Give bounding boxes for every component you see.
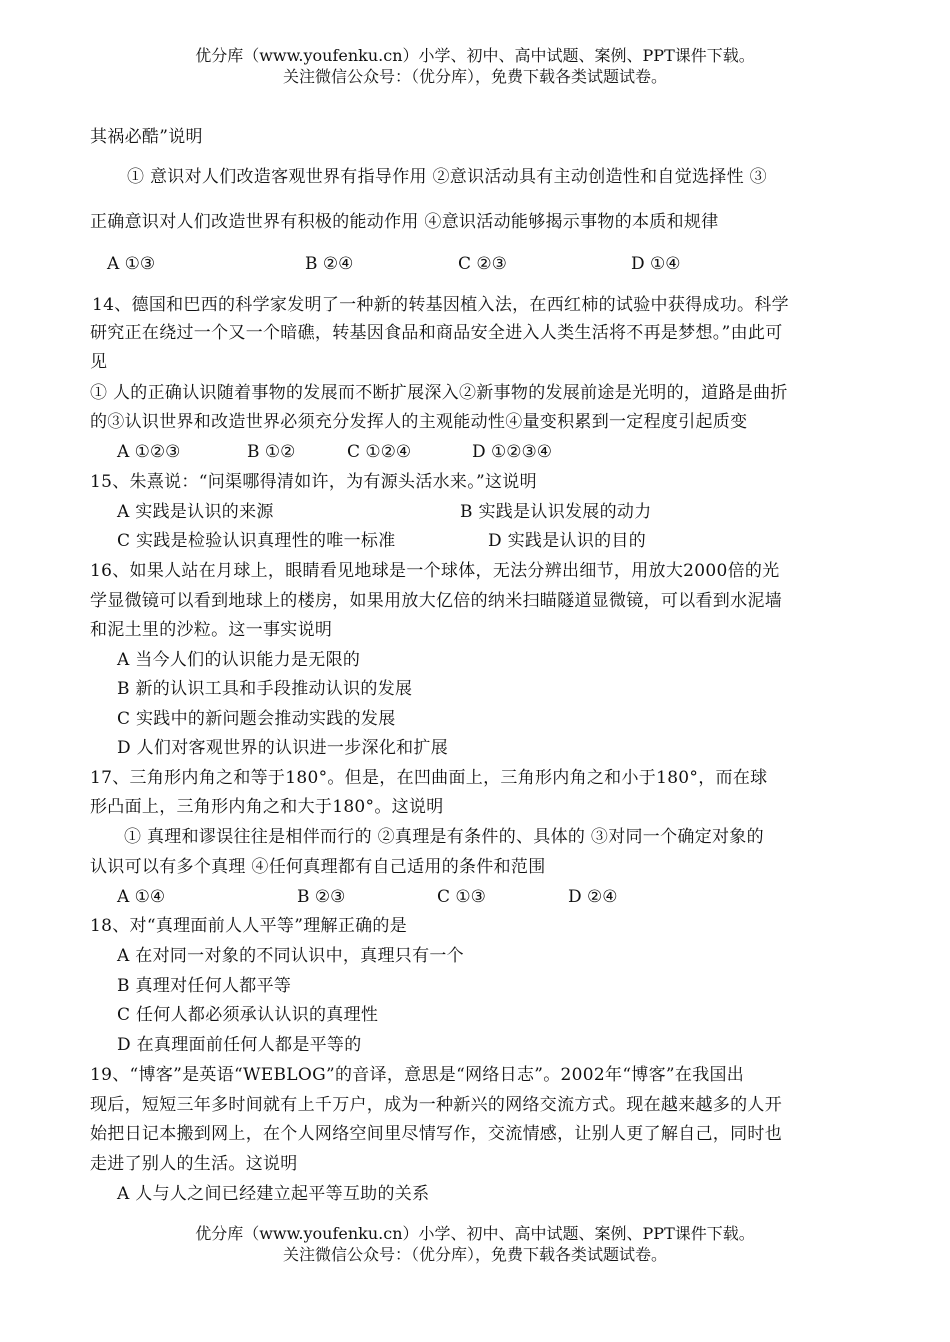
q16-stem-line-3: 和泥土里的沙粒。这一事实说明 xyxy=(90,620,333,640)
q17-option-d: D ②④ xyxy=(568,887,618,907)
header-line-2: 关注微信公众号：（优分库），免费下载各类试题试卷。 xyxy=(282,67,667,86)
q19-option-a: A 人与人之间已经建立起平等互助的关系 xyxy=(117,1184,430,1204)
q15-option-c: C 实践是检验认识真理性的唯一标准 xyxy=(117,531,396,551)
q14-option-b: B ①② xyxy=(247,442,296,462)
q15-option-a: A 实践是认识的来源 xyxy=(117,502,274,522)
q19-stem-line-1: 19、“博客”是英语“WEBLOG”的音译，意思是“网络日志”。2002年“博客”在我国出 xyxy=(90,1065,745,1085)
q16-option-d: D 人们对客观世界的认识进一步深化和扩展 xyxy=(117,738,449,758)
q14-option-a: A ①②③ xyxy=(117,442,181,462)
q16-option-c: C 实践中的新问题会推动实践的发展 xyxy=(117,709,396,729)
q14-statement-line-2: 的③认识世界和改造世界必须充分发挥人的主观能动性④量变积累到一定程度引起质变 xyxy=(90,412,748,432)
q17-option-b: B ②③ xyxy=(297,887,346,907)
q18-option-b: B 真理对任何人都平等 xyxy=(117,976,292,996)
q14-option-c: C ①②④ xyxy=(347,442,412,462)
q13-option-c: C ②③ xyxy=(458,254,507,274)
q18-option-a: A 在对同一对象的不同认识中，真理只有一个 xyxy=(117,946,464,966)
q14-stem-line-2: 研究正在绕过一个又一个暗礁，转基因食品和商品安全进入人类生活将不再是梦想。”由此可 xyxy=(90,323,783,343)
q16-option-b: B 新的认识工具和手段推动认识的发展 xyxy=(117,679,413,699)
q15-option-d: D 实践是认识的目的 xyxy=(488,531,647,551)
page-header xyxy=(0,45,950,87)
header-line-1: 优分库（www.youfenku.cn）小学、初中、高中试题、案例、PPT课件下载。 xyxy=(195,46,755,65)
q18-option-c: C 任何人都必须承认认识的真理性 xyxy=(117,1005,379,1025)
q15-option-b: B 实践是认识发展的动力 xyxy=(460,502,652,522)
q17-statement-line-1: ① 真理和谬误往往是相伴而行的 ②真理是有条件的、具体的 ③对同一个确定对象的 xyxy=(124,827,764,847)
q13-option-a: A ①③ xyxy=(107,254,156,274)
q15-stem: 15、朱熹说：“问渠哪得清如许，为有源头活水来。”这说明 xyxy=(90,472,537,492)
q13-continuation: 其祸必酷”说明 xyxy=(90,127,203,147)
q17-stem-line-2: 形凸面上，三角形内角之和大于180°。这说明 xyxy=(90,797,444,817)
q14-stem-line-3: 见 xyxy=(90,352,108,372)
q14-option-d: D ①②③④ xyxy=(472,442,552,462)
q17-statement-line-2: 认识可以有多个真理 ④任何真理都有自己适用的条件和范围 xyxy=(90,857,546,877)
q18-stem: 18、对“真理面前人人平等”理解正确的是 xyxy=(90,916,408,936)
q16-stem-line-1: 16、如果人站在月球上，眼睛看见地球是一个球体，无法分辨出细节，用放大2000倍的光 xyxy=(90,561,780,581)
q13-option-b: B ②④ xyxy=(305,254,354,274)
footer-line-1: 优分库（www.youfenku.cn）小学、初中、高中试题、案例、PPT课件下载。 xyxy=(195,1224,755,1243)
q14-statement-line-1: ① 人的正确认识随着事物的发展而不断扩展深入②新事物的发展前途是光明的，道路是曲折 xyxy=(90,383,788,403)
q13-statement-line-1: ① 意识对人们改造客观世界有指导作用 ②意识活动具有主动创造性和自觉选择性 ③ xyxy=(127,167,767,187)
q19-stem-line-3: 始把日记本搬到网上，在个人网络空间里尽情写作，交流情感，让别人更了解自己，同时也 xyxy=(90,1124,782,1144)
q19-stem-line-2: 现后，短短三年多时间就有上千万户，成为一种新兴的网络交流方式。现在越来越多的人开 xyxy=(90,1095,782,1115)
q13-option-d: D ①④ xyxy=(631,254,681,274)
q17-option-c: C ①③ xyxy=(437,887,486,907)
q16-option-a: A 当今人们的认识能力是无限的 xyxy=(117,650,361,670)
q16-stem-line-2: 学显微镜可以看到地球上的楼房，如果用放大亿倍的纳米扫瞄隧道显微镜，可以看到水泥墙 xyxy=(90,591,782,611)
footer-line-2: 关注微信公众号：（优分库），免费下载各类试题试卷。 xyxy=(282,1245,667,1264)
q18-option-d: D 在真理面前任何人都是平等的 xyxy=(117,1035,362,1055)
q17-stem-line-1: 17、三角形内角之和等于180°。但是，在凹曲面上，三角形内角之和小于180°，而在球 xyxy=(90,768,768,788)
q13-statement-line-2: 正确意识对人们改造世界有积极的能动作用 ④意识活动能够揭示事物的本质和规律 xyxy=(90,212,719,232)
q14-stem-line-1: 14、德国和巴西的科学家发明了一种新的转基因植入法，在西红柿的试验中获得成功。科学 xyxy=(92,295,789,315)
q17-option-a: A ①④ xyxy=(117,887,166,907)
page-footer xyxy=(0,1223,950,1265)
q19-stem-line-4: 走进了别人的生活。这说明 xyxy=(90,1154,298,1174)
